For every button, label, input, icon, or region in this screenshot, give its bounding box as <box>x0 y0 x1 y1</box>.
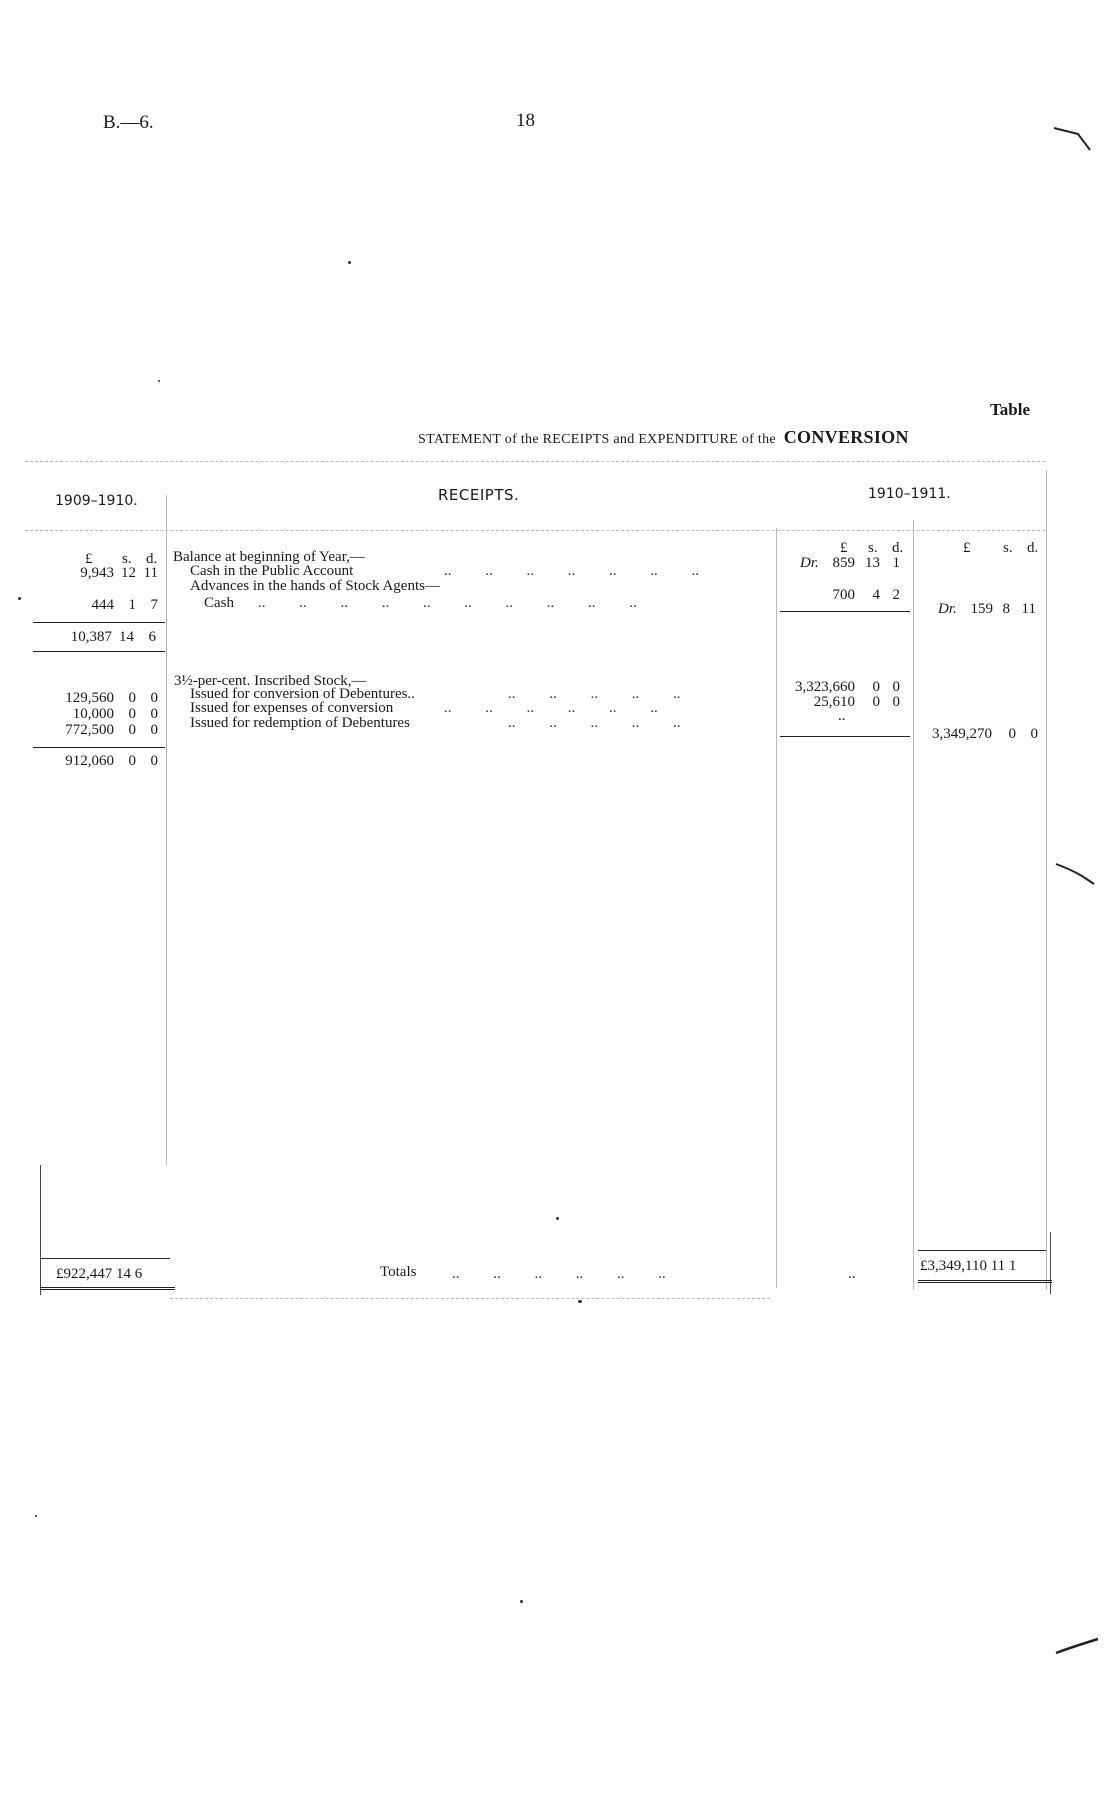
row-cash-mid-shillings: 4 <box>872 587 880 603</box>
margin-mark-top-right <box>1052 120 1102 160</box>
row-cash-mid-pence: 2 <box>892 587 900 603</box>
section2-left-total-pounds: 912,060 <box>65 753 114 769</box>
row-cash-public-left-shillings: 12 <box>121 565 136 581</box>
right-pound-head: £ <box>963 540 971 556</box>
row-cash-public-mid-prefix: Dr. <box>800 555 819 571</box>
divider-left <box>166 495 167 1165</box>
totals-left-top-rule <box>40 1258 170 1259</box>
section2-left-rule <box>33 747 165 748</box>
row-expenses-left-pence: 0 <box>150 706 158 722</box>
row-cash-public-left-pence: 11 <box>143 565 158 581</box>
page-number: 18 <box>516 110 535 131</box>
speck <box>556 1217 559 1220</box>
row-conversion-left-pounds: 129,560 <box>65 690 114 706</box>
row-expenses-left-pounds: 10,000 <box>72 706 114 722</box>
left-d-head: d. <box>146 551 158 567</box>
section1-left-rule <box>33 622 165 623</box>
receipts-heading: RECEIPTS. <box>438 486 520 504</box>
right-s-head: s. <box>1003 540 1013 556</box>
speck <box>348 261 351 264</box>
row-cash-leader: .. .. .. .. .. .. .. .. .. .. <box>258 595 637 611</box>
section1-right-total-pounds: 159 <box>970 601 993 617</box>
section2-left-total-pence: 0 <box>150 753 158 769</box>
row-cash-left-pence: 7 <box>150 597 158 613</box>
section1-right-total-pence: 11 <box>1021 601 1036 617</box>
bottom-rule <box>170 1298 770 1299</box>
statement-title <box>418 427 909 448</box>
row-cash-public-mid-shillings: 13 <box>865 555 880 571</box>
totals-right-edge <box>1050 1232 1051 1294</box>
totals-right-double-rule <box>918 1280 1052 1283</box>
section2-heading: 3½-per-cent. Inscribed Stock,— <box>174 673 367 689</box>
row-cash-public-mid-pence: 1 <box>892 555 900 571</box>
totals-left-double-rule <box>40 1287 175 1290</box>
row-cash-left-pounds: 444 <box>91 597 114 613</box>
totals-mid-value: .. <box>848 1266 856 1282</box>
row-conversion-mid-pounds: 3,323,660 <box>795 679 855 695</box>
statement-title-emph: CONVERSION <box>783 427 909 447</box>
section1-right-total-shillings: 8 <box>1002 601 1010 617</box>
row-cash-public-leader: .. .. .. .. .. .. .. <box>444 563 699 579</box>
row-redemption-leader: .. .. .. .. .. <box>508 715 681 731</box>
row-conversion-left-pence: 0 <box>150 690 158 706</box>
header-rule <box>25 530 1045 531</box>
section1-left-total-shillings: 14 <box>119 629 134 645</box>
section2-right-total-shillings: 0 <box>1008 726 1016 742</box>
left-pound-head: £ <box>85 551 93 567</box>
section1-left-underline <box>33 651 165 652</box>
section2-right-total-pounds: 3,349,270 <box>932 726 992 742</box>
section1-left-total-pence: 6 <box>148 629 156 645</box>
row-cash-left-shillings: 1 <box>128 597 136 613</box>
row-redemption-left-pounds: 772,500 <box>65 722 114 738</box>
left-year-heading: 1909–1910. <box>55 493 138 509</box>
mid-pound-head: £ <box>840 540 848 556</box>
row-expenses-mid-pounds: 25,610 <box>813 694 855 710</box>
top-rule <box>25 461 1045 462</box>
row-expenses-mid-shillings: 0 <box>872 694 880 710</box>
section1-left-total-pounds: 10,387 <box>70 629 112 645</box>
speck <box>578 1300 582 1303</box>
margin-mark-bottom-right <box>1052 1625 1102 1665</box>
totals-right-top-rule <box>918 1250 1046 1251</box>
totals-label: Totals <box>380 1264 417 1280</box>
row-cash-public-mid-pounds: 859 <box>832 555 855 571</box>
row-cash-label: Cash <box>204 595 234 611</box>
divider-mid <box>776 528 777 1288</box>
section2-left-total-shillings: 0 <box>128 753 136 769</box>
row-conversion-leader: .. .. .. .. .. <box>508 686 681 702</box>
margin-mark-mid-right <box>1052 860 1102 900</box>
speck <box>520 1600 523 1603</box>
row-conversion-mid-shillings: 0 <box>872 679 880 695</box>
row-conversion-left-shillings: 0 <box>128 690 136 706</box>
row-advances-label: Advances in the hands of Stock Agents— <box>190 578 440 594</box>
section2-mid-rule <box>780 736 910 737</box>
speck <box>158 380 160 382</box>
divider-right <box>913 520 914 1290</box>
row-expenses-label: Issued for expenses of conversion <box>190 700 394 716</box>
row-cash-mid-pounds: 700 <box>832 587 855 603</box>
row-expenses-mid-pence: 0 <box>892 694 900 710</box>
divider-edge <box>1046 470 1047 1290</box>
section2-right-total-pence: 0 <box>1030 726 1038 742</box>
row-cash-public-left-pounds: 9,943 <box>80 565 114 581</box>
left-s-head: s. <box>122 551 132 567</box>
table-label: Table <box>990 400 1031 419</box>
totals-leader: .. .. .. .. .. .. <box>452 1266 666 1282</box>
right-d-head: d. <box>1027 540 1039 556</box>
row-redemption-left-pence: 0 <box>150 722 158 738</box>
speck <box>18 597 21 600</box>
mid-d-head: d. <box>892 540 904 556</box>
totals-left-value: £922,447 14 6 <box>56 1266 143 1282</box>
page-ref: B.—6. <box>103 112 154 133</box>
mid-s-head: s. <box>868 540 878 556</box>
statement-title-text: STATEMENT of the RECEIPTS and EXPENDITURE of the <box>418 432 776 447</box>
row-redemption-mid-pounds: .. <box>838 708 846 724</box>
totals-left-edge <box>40 1165 41 1295</box>
row-conversion-mid-pence: 0 <box>892 679 900 695</box>
totals-right-value: £3,349,110 11 1 <box>920 1258 1017 1274</box>
section1-mid-rule <box>780 611 910 612</box>
section1-right-total-prefix: Dr. <box>938 601 957 617</box>
row-expenses-left-shillings: 0 <box>128 706 136 722</box>
right-year-heading: 1910–1911. <box>868 486 951 502</box>
speck <box>35 1515 37 1517</box>
row-conversion-label: Issued for conversion of Debentures.. <box>190 686 415 702</box>
section1-heading: Balance at beginning of Year,— <box>173 549 365 565</box>
row-cash-public-label: Cash in the Public Account <box>190 563 354 579</box>
row-expenses-leader: .. .. .. .. .. .. <box>444 700 658 716</box>
row-redemption-left-shillings: 0 <box>128 722 136 738</box>
row-redemption-label: Issued for redemption of Debentures <box>190 715 410 731</box>
